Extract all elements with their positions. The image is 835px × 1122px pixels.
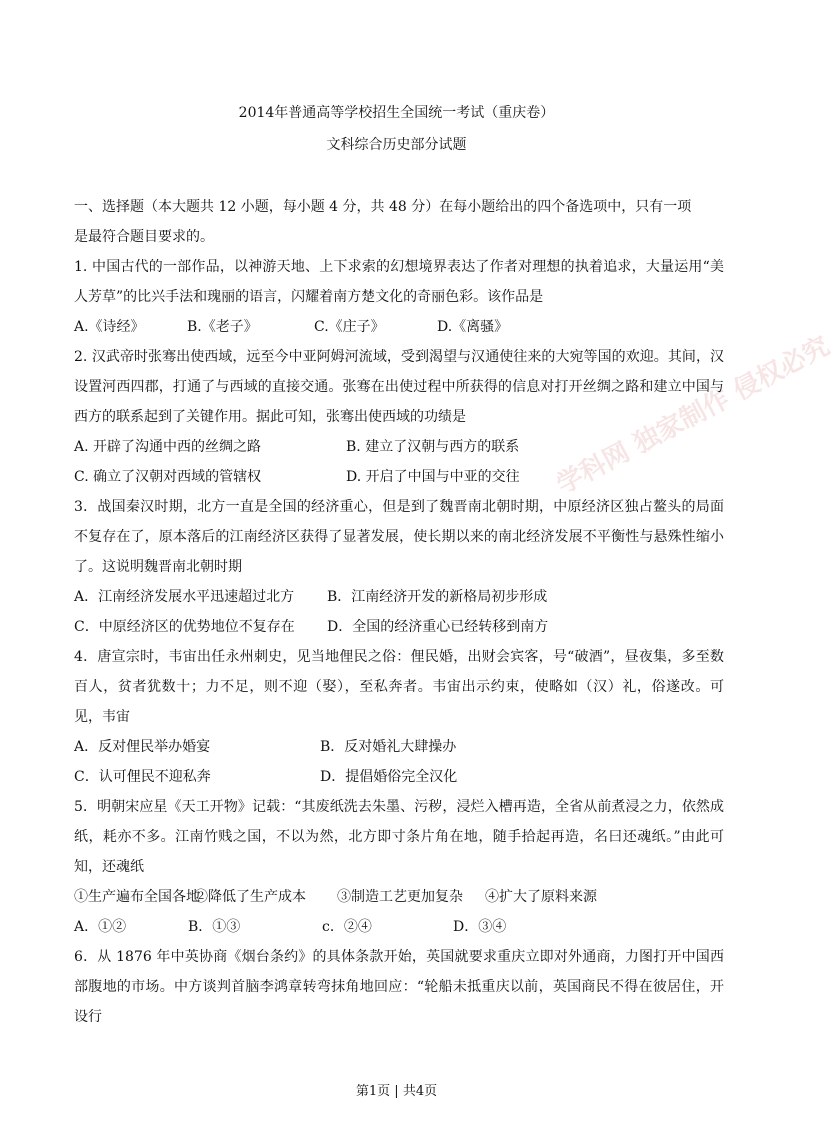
question-stem: 1. 中国古代的一部作品，以神游天地、上下求索的幻想境界表达了作者对理想的执着追求，大量运用“美人芳草”的比兴手法和瑰丽的语言，闪耀着南方楚文化的奇丽色彩。该作品是	[74, 259, 724, 305]
option-a: A. 开辟了沟通中西的丝绸之路	[74, 439, 262, 455]
option-b: B．江南经济开发的新格局初步形成	[327, 589, 548, 605]
statement-1: ①生产遍布全国各地	[74, 889, 200, 905]
option-d: D．全国的经济重心已经转移到南方	[327, 619, 549, 635]
statements-row	[74, 882, 724, 912]
options-row	[74, 912, 724, 942]
section-heading-line2: 是最符合题目要求的。	[74, 229, 214, 245]
options-row	[74, 732, 724, 762]
option-c: C.《庄子》	[314, 319, 385, 335]
option-c: C. 确立了汉朝对西域的管辖权	[74, 469, 262, 485]
page-footer: 第1页 | 共4页	[355, 1084, 438, 1099]
exam-content	[74, 192, 724, 1032]
option-c: c．②④	[322, 919, 372, 935]
statement-3: ③制造工艺更加复杂	[337, 889, 463, 905]
option-a: A．①②	[74, 919, 127, 935]
exam-title: 2014年普通高等学校招生全国统一考试（重庆卷）	[238, 105, 555, 121]
options-row	[74, 312, 724, 342]
option-b: B. 建立了汉朝与西方的联系	[346, 439, 520, 455]
option-d: D．提倡婚俗完全汉化	[320, 769, 458, 785]
watermark: 学科网 独家制作 侵权必究	[551, 331, 835, 501]
question-3	[74, 492, 724, 642]
question-stem: 4．唐宣宗时，韦宙出任永州刺史，见当地俚民之俗：俚民婚，出财会宾客，号“破酒”，昼夜集，多至数百人，贫者犹数十；力不足，则不迎（娶），至私奔者。韦宙出示约束，使略如（汉）礼，俗遂改。可见，韦宙	[74, 649, 724, 725]
option-a: A．反对俚民举办婚宴	[74, 739, 211, 755]
exam-subtitle: 文科综合历史部分试题	[326, 137, 467, 153]
statement-4: ④扩大了原料来源	[485, 889, 597, 905]
option-c: C．中原经济区的优势地位不复存在	[74, 619, 295, 635]
question-1	[74, 252, 724, 342]
question-2	[74, 342, 724, 492]
options-row	[74, 762, 724, 792]
option-b: B．反对婚礼大肆操办	[320, 739, 457, 755]
option-a: A.《诗经》	[74, 319, 145, 335]
question-stem: 6．从 1876 年中英协商《烟台条约》的具体条款开始，英国就要求重庆立即对外通商，力图打开中国西部腹地的市场。中方谈判首脑李鸿章转弯抹角地回应：“轮船未抵重庆以前，英国商民不得在彼居住，开设行	[74, 949, 724, 1025]
question-stem: 5．明朝宋应星《天工开物》记载：“其废纸洗去朱墨、污秽，浸烂入槽再造，全省从前煮浸之力，依然成纸，耗亦不多。江南竹贱之国，不以为然，北方即寸条片角在地，随手拾起再造，名曰还魂纸。”由此可知，还魂纸	[74, 799, 724, 875]
option-a: A．江南经济发展水平迅速超过北方	[74, 589, 295, 605]
options-row	[74, 612, 724, 642]
question-stem: 3．战国秦汉时期，北方一直是全国的经济重心，但是到了魏晋南北朝时期，中原经济区独占鳌头的局面不复存在了，原本落后的江南经济区获得了显著发展，使长期以来的南北经济发展不平衡性与悬殊性缩小了。这说明魏晋南北朝时期	[74, 499, 724, 575]
options-row	[74, 582, 724, 612]
option-c: C．认可俚民不迎私奔	[74, 769, 211, 785]
option-d: D.《离骚》	[437, 319, 509, 335]
question-6	[74, 942, 724, 1032]
question-stem: 2. 汉武帝时张骞出使西域，远至今中亚阿姆河流域，受到渴望与汉通使往来的大宛等国的欢迎。其间，汉设置河西四郡，打通了与西域的直接交通。张骞在出使过程中所获得的信息对打开丝绸之路和建立中国与西方的联系起到了关键作用。据此可知，张骞出使西域的功绩是	[74, 349, 724, 425]
options-row	[74, 462, 724, 492]
question-5	[74, 792, 724, 942]
option-b: B．①③	[188, 919, 241, 935]
statement-2: ②降低了生产成本	[194, 889, 306, 905]
option-d: D．③④	[453, 919, 507, 935]
options-row	[74, 432, 724, 462]
section-heading-line1: 一、选择题（本大题共 12 小题，每小题 4 分，共 48 分）在每小题给出的四个备选项中，只有一项	[74, 199, 692, 215]
option-b: B.《老子》	[187, 319, 258, 335]
option-d: D. 开启了中国与中亚的交往	[346, 469, 520, 485]
question-4	[74, 642, 724, 792]
